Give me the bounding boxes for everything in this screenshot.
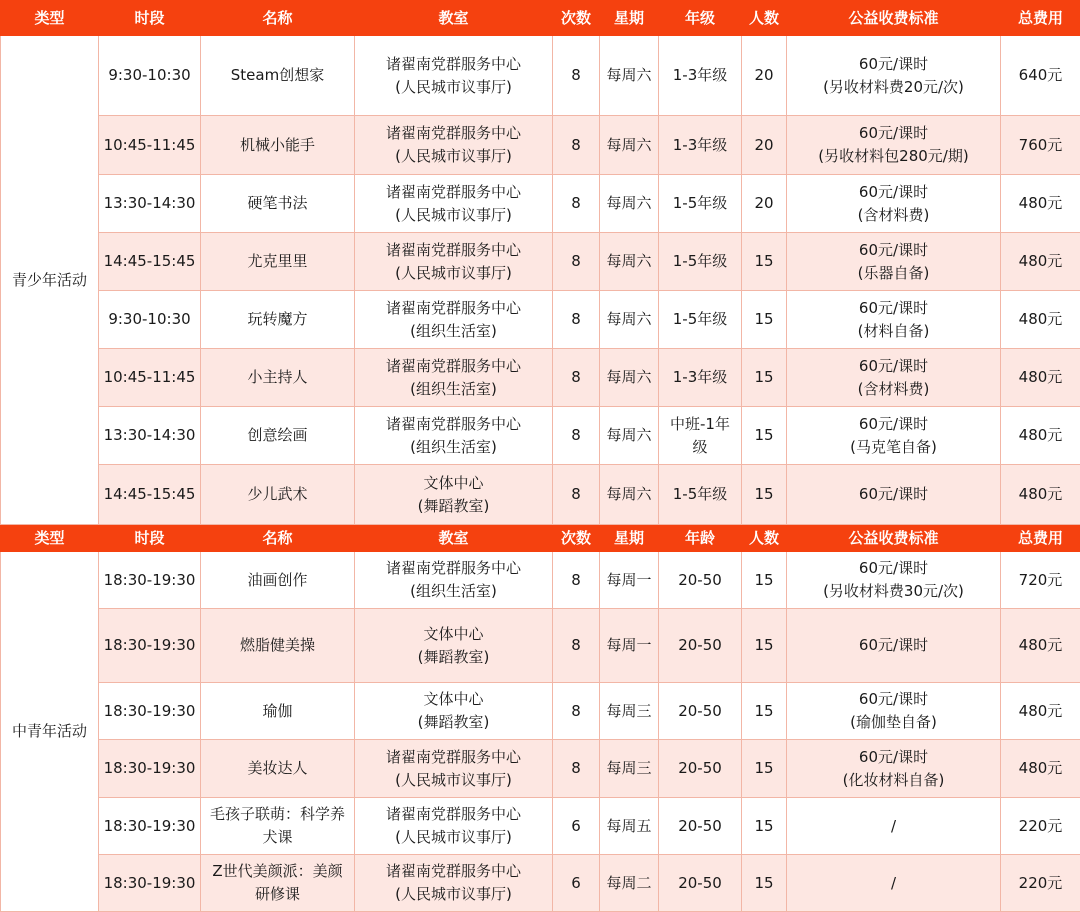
cell-line: 小主持人 [203,366,352,389]
count-cell: 8 [553,552,600,609]
name-cell [201,855,355,912]
cell-line: 1-3年级 [661,366,739,389]
cell-line: 1-5年级 [661,308,739,331]
total-cell: 480元 [1001,407,1080,465]
room-cell [355,855,553,912]
cell-line: 60元/课时 [789,634,998,657]
fee-cell [787,683,1001,740]
cell-line: Z世代美颜派：美颜 [203,860,352,883]
column-header: 星期 [600,525,659,552]
grade-cell [659,233,742,291]
name-cell [201,465,355,525]
section2-header-row [1,525,1080,552]
day-cell: 每周六 [600,36,659,116]
fee-cell [787,291,1001,349]
room-cell [355,407,553,465]
column-header: 时段 [99,1,201,36]
time-cell: 13:30-14:30 [99,175,201,233]
table-row [1,465,1080,525]
count-cell: 8 [553,740,600,798]
fee-cell [787,116,1001,175]
time-cell: 9:30-10:30 [99,291,201,349]
column-header: 教室 [355,1,553,36]
table-row [1,552,1080,609]
column-header: 年级 [659,1,742,36]
column-header: 次数 [553,525,600,552]
time-cell: 18:30-19:30 [99,740,201,798]
count-cell: 8 [553,116,600,175]
grade-cell [659,116,742,175]
grade-cell [659,855,742,912]
cell-line: 硬笔书法 [203,192,352,215]
cell-line: (人民城市议事厅) [357,76,550,99]
column-header: 总费用 [1001,1,1080,36]
people-cell: 15 [742,233,787,291]
cell-line: / [789,815,998,838]
cell-line: 60元/课时 [789,746,998,769]
table-row [1,175,1080,233]
day-cell: 每周五 [600,798,659,855]
name-cell [201,552,355,609]
table-row [1,683,1080,740]
cell-line: (人民城市议事厅) [357,826,550,849]
people-cell: 15 [742,683,787,740]
cell-line: 研修课 [203,883,352,906]
people-cell: 20 [742,36,787,116]
cell-line: 60元/课时 [789,53,998,76]
name-cell [201,36,355,116]
column-header: 公益收费标准 [787,1,1001,36]
time-cell: 14:45-15:45 [99,465,201,525]
column-header: 次数 [553,1,600,36]
cell-line: 60元/课时 [789,297,998,320]
column-header: 类型 [1,1,99,36]
time-cell: 18:30-19:30 [99,798,201,855]
room-cell [355,465,553,525]
time-cell: 13:30-14:30 [99,407,201,465]
time-cell: 14:45-15:45 [99,233,201,291]
cell-line: 油画创作 [203,569,352,592]
grade-cell [659,609,742,683]
cell-line: (含材料费) [789,378,998,401]
category-cell: 青少年活动 [1,36,99,525]
column-header: 名称 [201,1,355,36]
fee-cell [787,740,1001,798]
cell-line: (含材料费) [789,204,998,227]
column-header: 时段 [99,525,201,552]
table-row [1,855,1080,912]
name-cell [201,683,355,740]
cell-line: (瑜伽垫自备) [789,711,998,734]
cell-line: 毛孩子联萌：科学养 [203,803,352,826]
people-cell: 15 [742,407,787,465]
fee-cell [787,609,1001,683]
day-cell: 每周六 [600,349,659,407]
table-row [1,116,1080,175]
room-cell [355,291,553,349]
cell-line: (人民城市议事厅) [357,262,550,285]
time-cell: 10:45-11:45 [99,116,201,175]
cell-line: 1-5年级 [661,483,739,506]
count-cell: 8 [553,349,600,407]
cell-line: (组织生活室) [357,580,550,603]
grade-cell [659,291,742,349]
cell-line: (组织生活室) [357,378,550,401]
name-cell [201,233,355,291]
cell-line: Steam创想家 [203,64,352,87]
day-cell: 每周六 [600,407,659,465]
total-cell: 640元 [1001,36,1080,116]
day-cell: 每周六 [600,291,659,349]
column-header: 类型 [1,525,99,552]
count-cell: 8 [553,465,600,525]
cell-line: 燃脂健美操 [203,634,352,657]
count-cell: 8 [553,233,600,291]
column-header: 星期 [600,1,659,36]
name-cell [201,116,355,175]
time-cell: 18:30-19:30 [99,683,201,740]
total-cell: 720元 [1001,552,1080,609]
people-cell: 15 [742,609,787,683]
grade-cell [659,407,742,465]
count-cell: 6 [553,855,600,912]
cell-line: 20-50 [661,872,739,895]
count-cell: 8 [553,609,600,683]
fee-cell [787,175,1001,233]
cell-line: 60元/课时 [789,688,998,711]
people-cell: 15 [742,465,787,525]
grade-cell [659,175,742,233]
cell-line: 1-3年级 [661,134,739,157]
cell-line: 级 [661,436,739,459]
total-cell: 480元 [1001,609,1080,683]
cell-line: 玩转魔方 [203,308,352,331]
column-header: 公益收费标准 [787,525,1001,552]
cell-line: 1-5年级 [661,250,739,273]
total-cell: 480元 [1001,740,1080,798]
grade-cell [659,349,742,407]
total-cell: 220元 [1001,855,1080,912]
cell-line: (人民城市议事厅) [357,145,550,168]
fee-cell [787,552,1001,609]
section1-header-row [1,1,1080,36]
fee-cell [787,407,1001,465]
fee-cell [787,36,1001,116]
cell-line: 20-50 [661,569,739,592]
room-cell [355,798,553,855]
total-cell: 480元 [1001,349,1080,407]
fee-cell [787,233,1001,291]
cell-line: (化妆材料自备) [789,769,998,792]
count-cell: 6 [553,798,600,855]
cell-line: (另收材料费30元/次) [789,580,998,603]
grade-cell [659,36,742,116]
cell-line: (舞蹈教室) [357,495,550,518]
room-cell [355,116,553,175]
column-header: 人数 [742,1,787,36]
time-cell: 9:30-10:30 [99,36,201,116]
grade-cell [659,465,742,525]
total-cell: 760元 [1001,116,1080,175]
time-cell: 10:45-11:45 [99,349,201,407]
day-cell: 每周三 [600,740,659,798]
time-cell: 18:30-19:30 [99,855,201,912]
count-cell: 8 [553,291,600,349]
cell-line: 诸翟南党群服务中心 [357,355,550,378]
cell-line: 20-50 [661,700,739,723]
room-cell [355,740,553,798]
cell-line: 诸翟南党群服务中心 [357,746,550,769]
cell-line: 诸翟南党群服务中心 [357,803,550,826]
cell-line: 诸翟南党群服务中心 [357,53,550,76]
name-cell [201,798,355,855]
day-cell: 每周一 [600,609,659,683]
name-cell [201,407,355,465]
total-cell: 480元 [1001,465,1080,525]
table-row [1,36,1080,116]
room-cell [355,683,553,740]
column-header: 总费用 [1001,525,1080,552]
day-cell: 每周二 [600,855,659,912]
day-cell: 每周六 [600,233,659,291]
cell-line: 尤克里里 [203,250,352,273]
day-cell: 每周六 [600,116,659,175]
cell-line: 1-3年级 [661,64,739,87]
table-row [1,798,1080,855]
table-row [1,609,1080,683]
column-header: 人数 [742,525,787,552]
cell-line: / [789,872,998,895]
room-cell [355,175,553,233]
people-cell: 15 [742,855,787,912]
people-cell: 15 [742,552,787,609]
cell-line: (舞蹈教室) [357,646,550,669]
people-cell: 15 [742,291,787,349]
cell-line: 创意绘画 [203,424,352,447]
day-cell: 每周三 [600,683,659,740]
cell-line: 诸翟南党群服务中心 [357,181,550,204]
count-cell: 8 [553,175,600,233]
total-cell: 220元 [1001,798,1080,855]
room-cell [355,349,553,407]
cell-line: 诸翟南党群服务中心 [357,122,550,145]
cell-line: (舞蹈教室) [357,711,550,734]
cell-line: (另收材料费20元/次) [789,76,998,99]
cell-line: 诸翟南党群服务中心 [357,297,550,320]
time-cell: 18:30-19:30 [99,552,201,609]
fee-cell [787,349,1001,407]
total-cell: 480元 [1001,683,1080,740]
grade-cell [659,552,742,609]
day-cell: 每周一 [600,552,659,609]
table-row [1,407,1080,465]
name-cell [201,349,355,407]
name-cell [201,291,355,349]
cell-line: 诸翟南党群服务中心 [357,860,550,883]
people-cell: 20 [742,175,787,233]
cell-line: (人民城市议事厅) [357,769,550,792]
grade-cell [659,683,742,740]
cell-line: (组织生活室) [357,320,550,343]
cell-line: 60元/课时 [789,122,998,145]
cell-line: 诸翟南党群服务中心 [357,413,550,436]
cell-line: 瑜伽 [203,700,352,723]
room-cell [355,36,553,116]
cell-line: 诸翟南党群服务中心 [357,557,550,580]
room-cell [355,609,553,683]
people-cell: 15 [742,798,787,855]
room-cell [355,552,553,609]
cell-line: (组织生活室) [357,436,550,459]
cell-line: (另收材料包280元/期) [789,145,998,168]
table-row [1,740,1080,798]
count-cell: 8 [553,36,600,116]
cell-line: 美妆达人 [203,757,352,780]
cell-line: 60元/课时 [789,181,998,204]
fee-cell [787,465,1001,525]
table-row [1,233,1080,291]
cell-line: 60元/课时 [789,557,998,580]
cell-line: 文体中心 [357,688,550,711]
fee-cell [787,855,1001,912]
table-row [1,349,1080,407]
cell-line: 文体中心 [357,472,550,495]
cell-line: 诸翟南党群服务中心 [357,239,550,262]
grade-cell [659,798,742,855]
cell-line: 文体中心 [357,623,550,646]
day-cell: 每周六 [600,465,659,525]
cell-line: 20-50 [661,634,739,657]
cell-line: 20-50 [661,815,739,838]
category-cell: 中青年活动 [1,552,99,912]
cell-line: 60元/课时 [789,413,998,436]
total-cell: 480元 [1001,291,1080,349]
fee-cell [787,798,1001,855]
table-row [1,291,1080,349]
name-cell [201,740,355,798]
cell-line: 20-50 [661,757,739,780]
cell-line: 60元/课时 [789,483,998,506]
cell-line: 60元/课时 [789,239,998,262]
count-cell: 8 [553,683,600,740]
people-cell: 15 [742,740,787,798]
cell-line: (乐器自备) [789,262,998,285]
cell-line: (马克笔自备) [789,436,998,459]
cell-line: 少儿武术 [203,483,352,506]
cell-line: (人民城市议事厅) [357,204,550,227]
column-header: 教室 [355,525,553,552]
cell-line: 犬课 [203,826,352,849]
time-cell: 18:30-19:30 [99,609,201,683]
cell-line: 60元/课时 [789,355,998,378]
name-cell [201,175,355,233]
cell-line: 1-5年级 [661,192,739,215]
grade-cell [659,740,742,798]
column-header: 名称 [201,525,355,552]
column-header: 年龄 [659,525,742,552]
cell-line: (材料自备) [789,320,998,343]
cell-line: 中班-1年 [661,413,739,436]
total-cell: 480元 [1001,233,1080,291]
room-cell [355,233,553,291]
people-cell: 20 [742,116,787,175]
day-cell: 每周六 [600,175,659,233]
cell-line: 机械小能手 [203,134,352,157]
total-cell: 480元 [1001,175,1080,233]
cell-line: (人民城市议事厅) [357,883,550,906]
name-cell [201,609,355,683]
people-cell: 15 [742,349,787,407]
count-cell: 8 [553,407,600,465]
